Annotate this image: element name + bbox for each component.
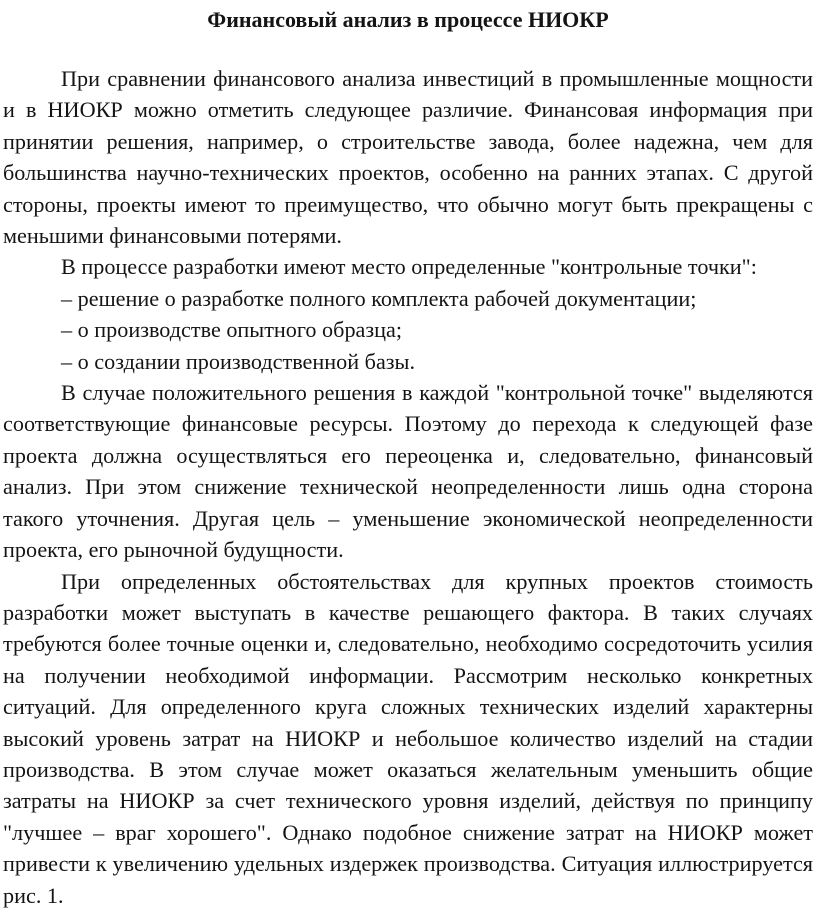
list-item: – о производстве опытного образца; <box>61 317 403 343</box>
document-body <box>3 63 813 911</box>
list-item: – решение о разработке полного комплекта рабочей документации; <box>61 285 697 311</box>
list-item: – о создании производственной базы. <box>61 348 416 374</box>
paragraph-large-projects: При определенных обстоятельствах для крупных проектов стоимость разработки может выступать в качестве решающего фактора. В таких случаях требуются более точные оценки и, следовательно, необходимо сосредоточить усилия на получении необходимой информации. Рассмотрим несколько конкретных ситуаций. Для определенного круга сложных технических изделий характерны высокий уровень затрат на НИОКР и небольшое количество изделий на стадии производства. В этом случае может оказаться желательным уменьшить общие затраты на НИОКР за счет технического уровня изделий, действуя по принципу "лучшее – враг хорошего". Однако подобное снижение затрат на НИОКР может привести к увеличению удельных издержек производства. Ситуация иллюстрируется рис. 1. <box>3 568 813 908</box>
paragraph-comparison: При сравнении финансового анализа инвестиций в промышленные мощности и в НИОКР можно отметить следующее различие. Финансовая информация при принятии решения, например, о строительстве завода, более надежна, чем для большинства научно-технических проектов, особенно на ранних этапах. С другой стороны, проекты имеют то преимущество, что обычно могут быть прекращены с меньшими финансовыми потерями. <box>3 66 813 249</box>
document-title: Финансовый анализ в процессе НИОКР <box>207 7 609 32</box>
paragraph-control-points: В процессе разработки имеют место определенные "контрольные точки": <box>61 254 757 280</box>
paragraph-positive-decision: В случае положительного решения в каждой "контрольной точке" выделяются соответствующие финансовые ресурсы. Поэтому до перехода к следующей фазе проекта должна осуществляться его переоценка и, следовательно, финансовый анализ. При этом снижение технической неопределенности лишь одна сторона такого уточнения. Другая цель – уменьшение экономической неопределенности проекта, его рыночной будущности. <box>3 380 813 563</box>
